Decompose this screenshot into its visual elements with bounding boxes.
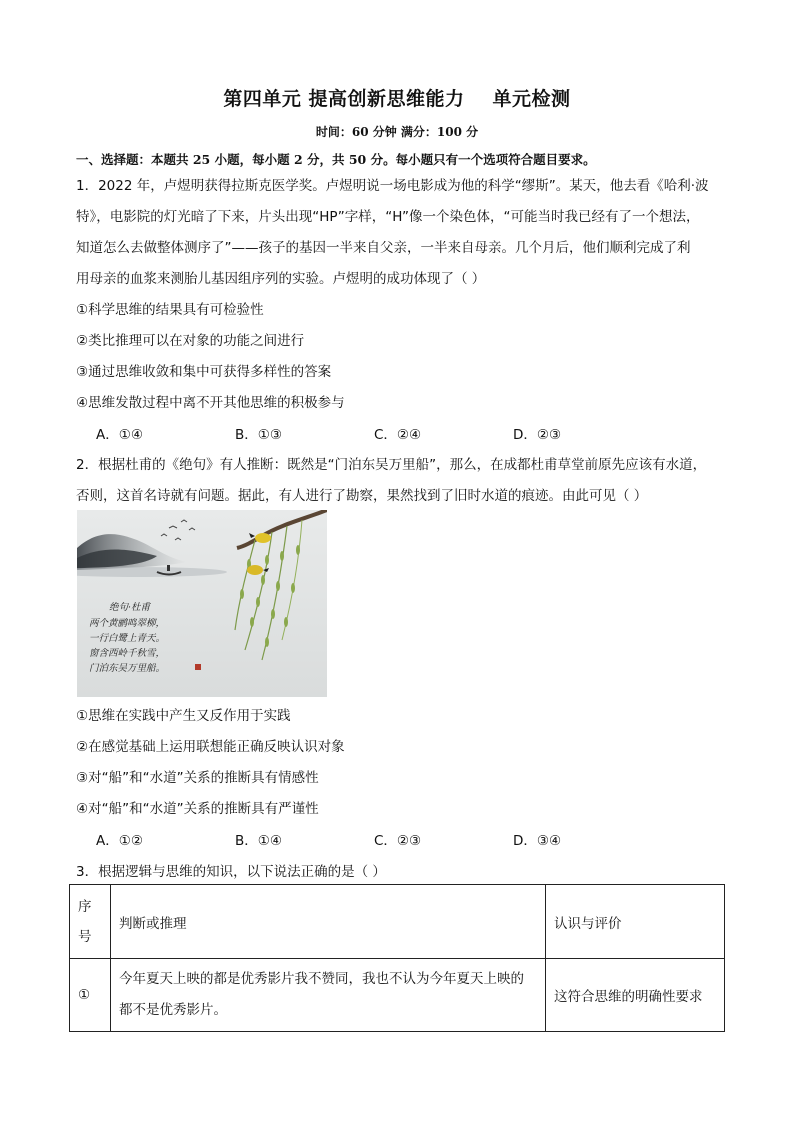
q1-statement: ④思维发散过程中离不开其他思维的积极参与 [76, 395, 345, 411]
q1-stem-line: 用母亲的血浆来测胎儿基因组序列的实验。卢煜明的成功体现了（ ） [76, 271, 486, 287]
q1-stem-line: 1．2022 年，卢煜明获得拉斯克医学奖。卢煜明说一场电影成为他的科学“缪斯”。某天，他去看《哈利·波 [76, 178, 709, 194]
q2-statement: ②在感觉基础上运用联想能正确反映认识对象 [76, 739, 345, 755]
poem-line: 两个黄鹂鸣翠柳， [89, 618, 166, 629]
q1-statement: ②类比推理可以在对象的功能之间进行 [76, 333, 305, 349]
q3-stem: 3．根据逻辑与思维的知识，以下说法正确的是（ ） [76, 864, 386, 880]
header-number-label: 序号 [78, 898, 92, 945]
title-unit: 第四单元 提高创新思维能力 [223, 88, 465, 110]
q2-option-b[interactable]: B．①④ [235, 833, 282, 849]
q1-option-c[interactable]: C．②④ [374, 427, 422, 443]
row-number: ① [70, 959, 111, 1032]
header-number-text [78, 892, 102, 952]
q2-stem-line: 否则，这首名诗就有问题。据此，有人进行了勘察，果然找到了旧时水道的痕迹。由此可见（ ） [76, 488, 648, 504]
table-header-row [70, 885, 725, 959]
row-judgement-line: 都不是优秀影片。 [119, 1002, 227, 1018]
poem-line: 一行白鹭上青天。 [89, 633, 166, 644]
q1-options [96, 423, 652, 443]
q2-option-c[interactable]: C．②③ [374, 833, 422, 849]
row-judgement-line: 今年夏天上映的都是优秀影片我不赞同，我也不认为今年夏天上映的 [119, 971, 524, 987]
q2-statement: ③对“船”和“水道”关系的推断具有情感性 [76, 770, 319, 786]
q2-option-d[interactable]: D．③④ [513, 833, 562, 849]
page-title [0, 84, 794, 111]
exam-meta: 时间：60 分钟 满分：100 分 [315, 125, 479, 139]
q2-options [96, 829, 652, 849]
title-test: 单元检测 [492, 88, 571, 110]
q2-stem-line: 2．根据杜甫的《绝句》有人推断：既然是“门泊东吴万里船”，那么，在成都杜甫草堂前原先应该有水道， [76, 457, 707, 473]
row-judgement [111, 959, 546, 1032]
section-heading: 一、选择题：本题共 25 小题，每小题 2 分，共 50 分。每小题只有一个选项符合题目要求。 [76, 152, 596, 167]
poem-title: 绝句·杜甫 [109, 602, 151, 613]
q1-stem-line: 特》，电影院的灯光暗了下来，片头出现“HP”字样，“H”像一个染色体，“可能当时我已经有了一个想法， [76, 209, 700, 225]
q1-stem-line: 知道怎么去做整体测序了”——孩子的基因一半来自父亲，一半来自母亲。几个月后，他们顺利完成了利 [76, 240, 691, 256]
q1-option-d[interactable]: D．②③ [513, 427, 562, 443]
q1-statement: ①科学思维的结果具有可检验性 [76, 302, 264, 318]
row-evaluation: 这符合思维的明确性要求 [546, 959, 725, 1032]
q1-option-b[interactable]: B．①③ [235, 427, 282, 443]
q2-statement: ①思维在实践中产生又反作用于实践 [76, 708, 291, 724]
header-cell-number [70, 885, 111, 959]
q2-option-a[interactable]: A．①② [96, 833, 143, 849]
q2-statement: ④对“船”和“水道”关系的推断具有严谨性 [76, 801, 319, 817]
table-row [70, 959, 725, 1032]
q1-option-a[interactable]: A．①④ [96, 427, 143, 443]
poem-line: 门泊东吴万里船。 [89, 663, 166, 674]
poem-line: 窗含西岭千秋雪， [89, 648, 166, 659]
poem-illustration [77, 510, 327, 697]
header-cell-judgement: 判断或推理 [111, 885, 546, 959]
q1-statement: ③通过思维收敛和集中可获得多样性的答案 [76, 364, 332, 380]
q3-table [69, 884, 725, 1032]
header-cell-evaluation: 认识与评价 [546, 885, 725, 959]
